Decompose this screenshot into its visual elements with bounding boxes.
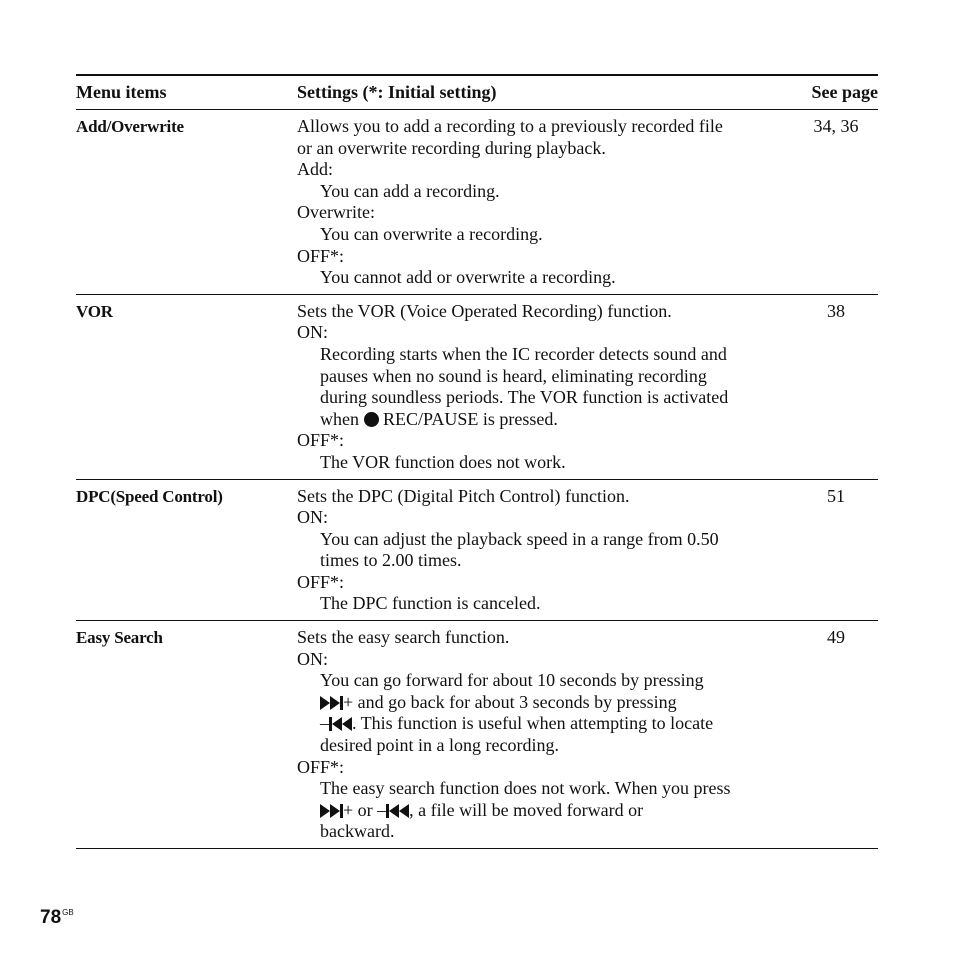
row-settings — [297, 116, 794, 289]
desc-line: Sets the easy search function. — [297, 627, 510, 648]
option-label: OFF*: — [297, 245, 345, 266]
next-track-icon — [320, 695, 343, 711]
option-label: ON: — [297, 648, 328, 669]
record-dot-icon — [364, 412, 379, 427]
desc-line: Sets the VOR (Voice Operated Recording) function. — [297, 300, 672, 321]
option-text: times to 2.00 times. — [320, 550, 462, 571]
row-settings — [297, 627, 794, 843]
row-settings — [297, 486, 794, 616]
row-page-ref: 51 — [827, 485, 845, 506]
previous-track-icon — [329, 716, 352, 732]
desc-line: or an overwrite recording during playback. — [297, 137, 606, 158]
row-settings — [297, 301, 794, 474]
option-text: Recording starts when the IC recorder detects sound and — [320, 343, 727, 364]
menu-settings-table — [76, 74, 878, 849]
table-row-easy-search — [76, 621, 878, 849]
row-name: VOR — [76, 301, 113, 321]
option-text: The easy search function does not work. When you press — [320, 778, 731, 799]
option-text: desired point in a long recording. — [320, 735, 559, 756]
table-header — [76, 76, 878, 110]
row-name: DPC(Speed Control) — [76, 486, 223, 506]
option-text: You can add a recording. — [320, 180, 500, 201]
desc-line: Allows you to add a recording to a previously recorded file — [297, 116, 723, 136]
page-number-value: 78 — [40, 907, 62, 928]
option-text-part: when — [320, 408, 359, 429]
header-see-page: See page — [811, 82, 878, 102]
option-text: You can overwrite a recording. — [320, 223, 543, 244]
row-name: Add/Overwrite — [76, 117, 184, 136]
option-text: backward. — [320, 821, 395, 842]
option-label: Add: — [297, 159, 333, 180]
table-row-dpc — [76, 480, 878, 622]
option-text — [297, 409, 794, 431]
row-page-ref: 38 — [827, 300, 845, 321]
option-text — [297, 692, 794, 714]
next-track-icon — [320, 803, 343, 819]
option-text: The VOR function does not work. — [320, 451, 566, 472]
desc-line: Sets the DPC (Digital Pitch Control) function. — [297, 485, 630, 506]
row-page-ref: 34, 36 — [813, 116, 859, 136]
option-text-part: , a file will be moved forward or — [409, 799, 644, 820]
option-label: Overwrite: — [297, 202, 375, 223]
option-text: You can adjust the playback speed in a range from 0.50 — [320, 528, 719, 549]
option-label: OFF*: — [297, 756, 345, 777]
option-text — [297, 800, 794, 822]
option-text-part: . This function is useful when attempting to locate — [352, 713, 714, 734]
row-name: Easy Search — [76, 628, 163, 648]
option-text: pauses when no sound is heard, eliminating recording — [320, 365, 707, 386]
option-text: You cannot add or overwrite a recording. — [320, 267, 616, 288]
option-label: OFF*: — [297, 571, 345, 592]
option-label: OFF*: — [297, 430, 345, 451]
option-label: ON: — [297, 507, 328, 528]
table-row-vor — [76, 295, 878, 480]
option-text-part: + and go back for about 3 seconds by pressing — [343, 691, 677, 712]
previous-track-icon — [386, 803, 409, 819]
option-text — [297, 713, 794, 735]
option-text: You can go forward for about 10 seconds by pressing — [320, 670, 704, 691]
option-label: ON: — [297, 322, 328, 343]
option-text: The DPC function is canceled. — [320, 593, 541, 614]
option-text-part: REC/PAUSE is pressed. — [383, 408, 558, 429]
header-settings: Settings (*: Initial setting) — [297, 82, 497, 102]
option-text-part: + or – — [343, 799, 387, 820]
page-number — [40, 907, 74, 929]
region-code: GB — [62, 908, 74, 917]
option-text-part: – — [320, 713, 329, 734]
table-row-add-overwrite — [76, 110, 878, 295]
option-text: during soundless periods. The VOR function is activated — [320, 387, 729, 408]
row-page-ref: 49 — [827, 627, 845, 648]
header-menu-items: Menu items — [76, 82, 167, 102]
